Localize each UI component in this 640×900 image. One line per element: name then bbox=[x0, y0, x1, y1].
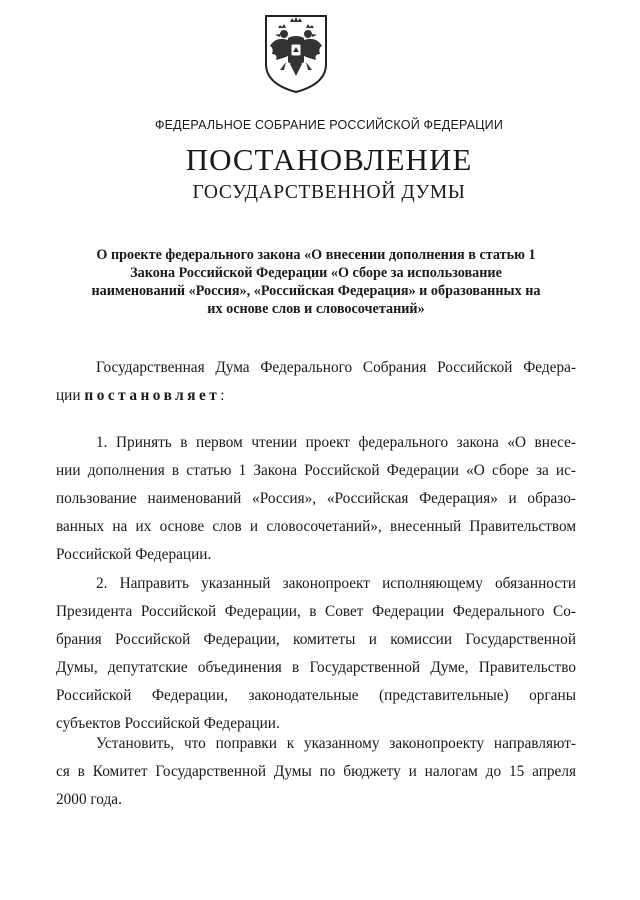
intro-suffix: : bbox=[220, 387, 225, 404]
subject-line: их основе слов и словосочетаний» bbox=[207, 301, 425, 317]
paragraph-1 bbox=[56, 429, 576, 569]
decree-verb: постановляет bbox=[84, 387, 221, 404]
paragraph-line bbox=[56, 382, 576, 410]
double-headed-eagle-icon bbox=[262, 12, 330, 94]
document-subtitle: ГОСУДАРСТВЕННОЙ ДУМЫ bbox=[192, 182, 466, 203]
intro-prefix: ции bbox=[56, 387, 85, 404]
paragraph-line: Установить, что поправки к указанному законопроекту направляют- bbox=[96, 735, 576, 752]
paragraph-line: 1. Принять в первом чтении проект федерального закона «О внесе- bbox=[96, 434, 576, 451]
intro-paragraph bbox=[56, 354, 576, 410]
paragraph-line: Думы, депутатские объединения в Государственной Думе, Правительство bbox=[56, 659, 576, 676]
paragraph-line: брания Российской Федерации, комитеты и комиссии Государственной bbox=[56, 631, 576, 648]
organization-heading: ФЕДЕРАЛЬНОЕ СОБРАНИЕ РОССИЙСКОЙ ФЕДЕРАЦИИ bbox=[154, 118, 504, 132]
subject-line: наименований «Россия», «Российская Федерация» и образованных на bbox=[91, 283, 541, 299]
paragraph-line: субъектов Российской Федерации. bbox=[56, 715, 280, 732]
paragraph-line: Государственная Дума Федерального Собрания Российской Федера- bbox=[96, 359, 576, 376]
paragraph-line: 2000 года. bbox=[56, 791, 122, 808]
paragraph-line: ся в Комитет Государственной Думы по бюджету и налогам до 15 апреля bbox=[56, 763, 576, 780]
subject-line: Закона Российской Федерации «О сборе за использование bbox=[130, 265, 502, 281]
document-title: ПОСТАНОВЛЕНИЕ bbox=[185, 142, 473, 177]
paragraph-line: Российской Федерации. bbox=[56, 546, 212, 563]
paragraph-line: Российской Федерации, законодательные (представительные) органы bbox=[56, 687, 576, 704]
paragraph-line: ванных на их основе слов и словосочетаний», внесенный Правительством bbox=[56, 518, 576, 535]
paragraph-line: Президента Российской Федерации, в Совет Федерации Федерального Со- bbox=[56, 603, 576, 620]
subject-line: О проекте федерального закона «О внесении дополнения в статью 1 bbox=[96, 247, 536, 263]
paragraph-line: нии дополнения в статью 1 Закона Российской Федерации «О сборе за ис- bbox=[56, 462, 576, 479]
paragraph-2 bbox=[56, 570, 576, 738]
paragraph-3 bbox=[56, 730, 576, 814]
paragraph-line: 2. Направить указанный законопроект исполняющему обязанности bbox=[96, 575, 576, 592]
coat-of-arms-emblem bbox=[262, 12, 330, 94]
paragraph-line: пользование наименований «Россия», «Российская Федерация» и образо- bbox=[56, 490, 576, 507]
document-subject bbox=[76, 246, 556, 318]
